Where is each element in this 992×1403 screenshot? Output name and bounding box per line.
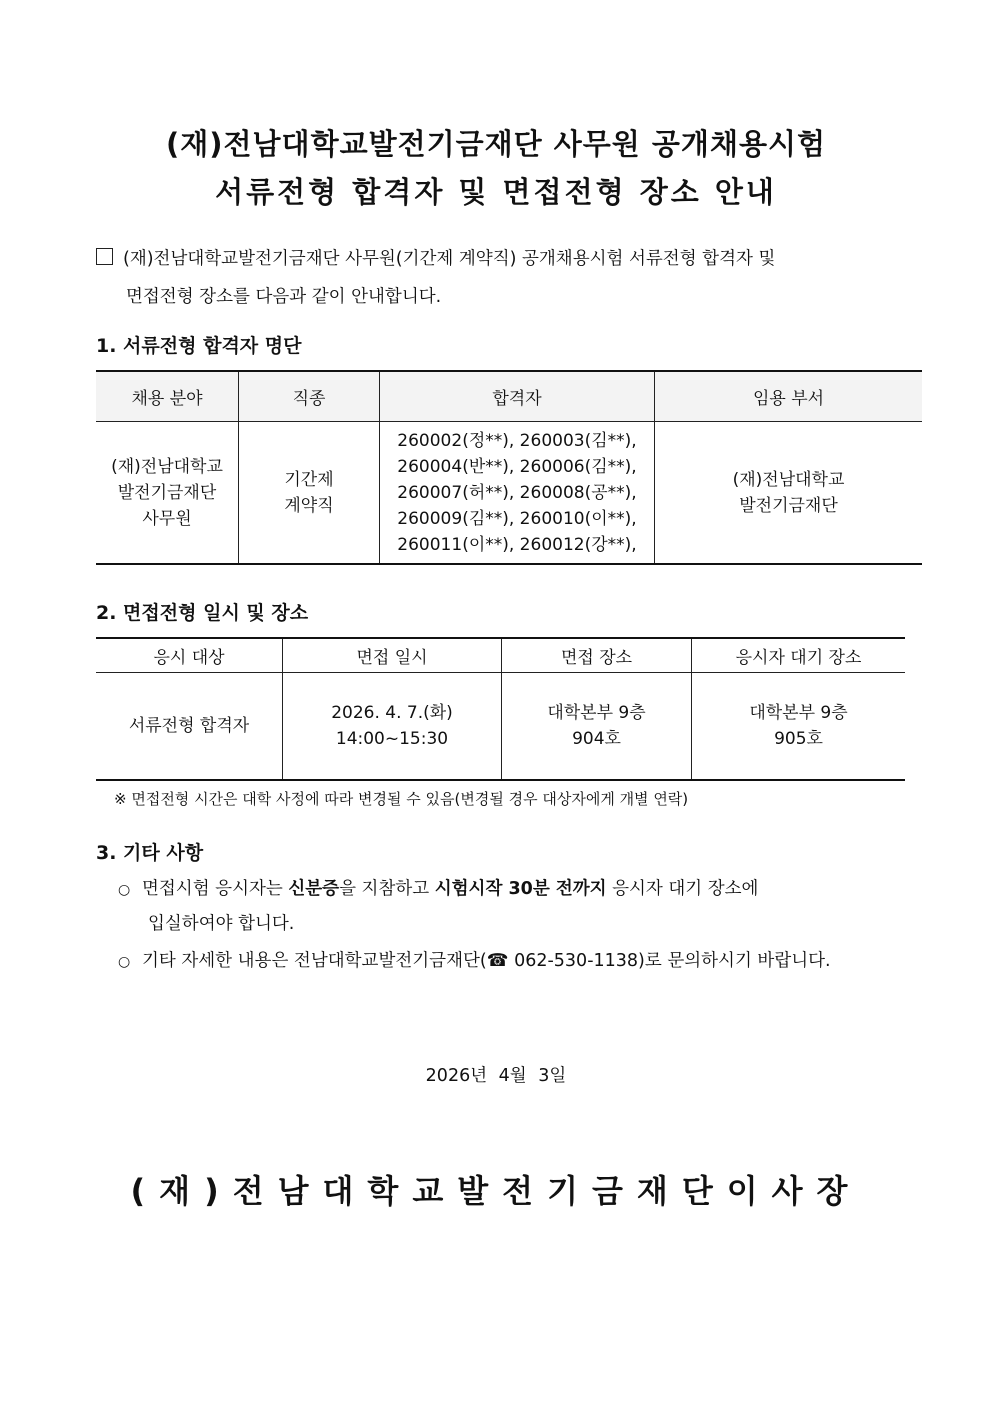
table-row (96, 673, 905, 781)
job-type-line: 기간제 (284, 469, 334, 490)
document-title-line2: 서류전형 합격자 및 면접전형 장소 안내 (215, 175, 777, 209)
cell-target: 서류전형 합격자 (96, 673, 283, 781)
intro-line2: 면접전형 장소를 다음과 같이 안내합니다. (126, 287, 442, 307)
datetime-line: 2026. 4. 7.(화) (331, 703, 453, 723)
cell-job-type (239, 422, 380, 565)
interview-table (96, 637, 905, 781)
header-place: 면접 장소 (502, 638, 692, 673)
passers-table (96, 370, 922, 565)
document-date: 2026년 4월 3일 (425, 1066, 567, 1086)
item1-bold-time: 시험시작 30분 전까지 (434, 879, 607, 899)
intro-paragraph (96, 240, 916, 316)
table-header-row (96, 638, 905, 673)
header-datetime: 면접 일시 (283, 638, 502, 673)
datetime-line: 14:00~15:30 (335, 729, 449, 749)
item1-line2: 입실하여야 합니다. (148, 914, 295, 934)
item1-bold-id: 신분증 (288, 879, 340, 899)
cell-waiting (692, 673, 906, 781)
section2-heading: 2. 면접전형 일시 및 장소 (96, 602, 309, 624)
cell-passers (380, 422, 655, 565)
item1-text: 면접시험 응시자는 (142, 879, 289, 899)
table-row (96, 422, 922, 565)
intro-line1: (재)전남대학교발전기금재단 사무원(기간제 계약직) 공개채용시험 서류전형 합격자 및 (123, 249, 776, 269)
waiting-line: 905호 (774, 729, 823, 749)
section3-heading: 3. 기타 사항 (96, 842, 204, 864)
cell-datetime (283, 673, 502, 781)
header-dept: 임용 부서 (655, 371, 923, 422)
item2-text: 기타 자세한 내용은 전남대학교발전기금재단(☎ 062-530-1138)로 문의하시기 바랍니다. (142, 951, 831, 971)
item1-text: 응시자 대기 장소에 (606, 879, 759, 899)
cell-place (502, 673, 692, 781)
dept-line: 발전기금재단 (739, 495, 838, 516)
cell-field (96, 422, 239, 565)
list-item (118, 872, 908, 941)
field-line: 사무원 (142, 508, 192, 529)
circle-bullet-icon: ○ (118, 954, 131, 970)
header-target: 응시 대상 (96, 638, 283, 673)
passer-line: 260007(허**), 260008(공**), (397, 482, 637, 503)
passer-line: 260011(이**), 260012(강**), (397, 534, 637, 555)
circle-bullet-icon: ○ (118, 882, 131, 898)
place-line: 904호 (572, 729, 621, 749)
field-line: 발전기금재단 (117, 482, 217, 503)
place-line: 대학본부 9층 (547, 703, 646, 723)
signature: (재)전남대학교발전기금재단이사장 (130, 1172, 862, 1210)
passer-line: 260004(반**), 260006(김**), (397, 456, 637, 477)
header-job-type: 직종 (239, 371, 380, 422)
header-waiting: 응시자 대기 장소 (692, 638, 906, 673)
dept-line: (재)전남대학교 (732, 469, 845, 490)
passer-line: 260002(정**), 260003(김**), (397, 430, 637, 451)
list-item (118, 944, 908, 979)
item1-text: 을 지참하고 (339, 879, 435, 899)
interview-note: ※ 면접전형 시간은 대학 사정에 따라 변경될 수 있음(변경될 경우 대상자에게 개별 연락) (114, 790, 689, 808)
section1-heading: 1. 서류전형 합격자 명단 (96, 335, 302, 357)
document-title-line1: (재)전남대학교발전기금재단 사무원 공개채용시험 (166, 127, 826, 161)
header-passers: 합격자 (380, 371, 655, 422)
passer-line: 260009(김**), 260010(이**), (397, 508, 637, 529)
checkbox-square-icon (96, 248, 113, 265)
table-header-row (96, 371, 922, 422)
header-field: 채용 분야 (96, 371, 239, 422)
job-type-line: 계약직 (284, 495, 334, 516)
cell-dept (655, 422, 923, 565)
field-line: (재)전남대학교 (111, 456, 223, 477)
waiting-line: 대학본부 9층 (749, 703, 848, 723)
